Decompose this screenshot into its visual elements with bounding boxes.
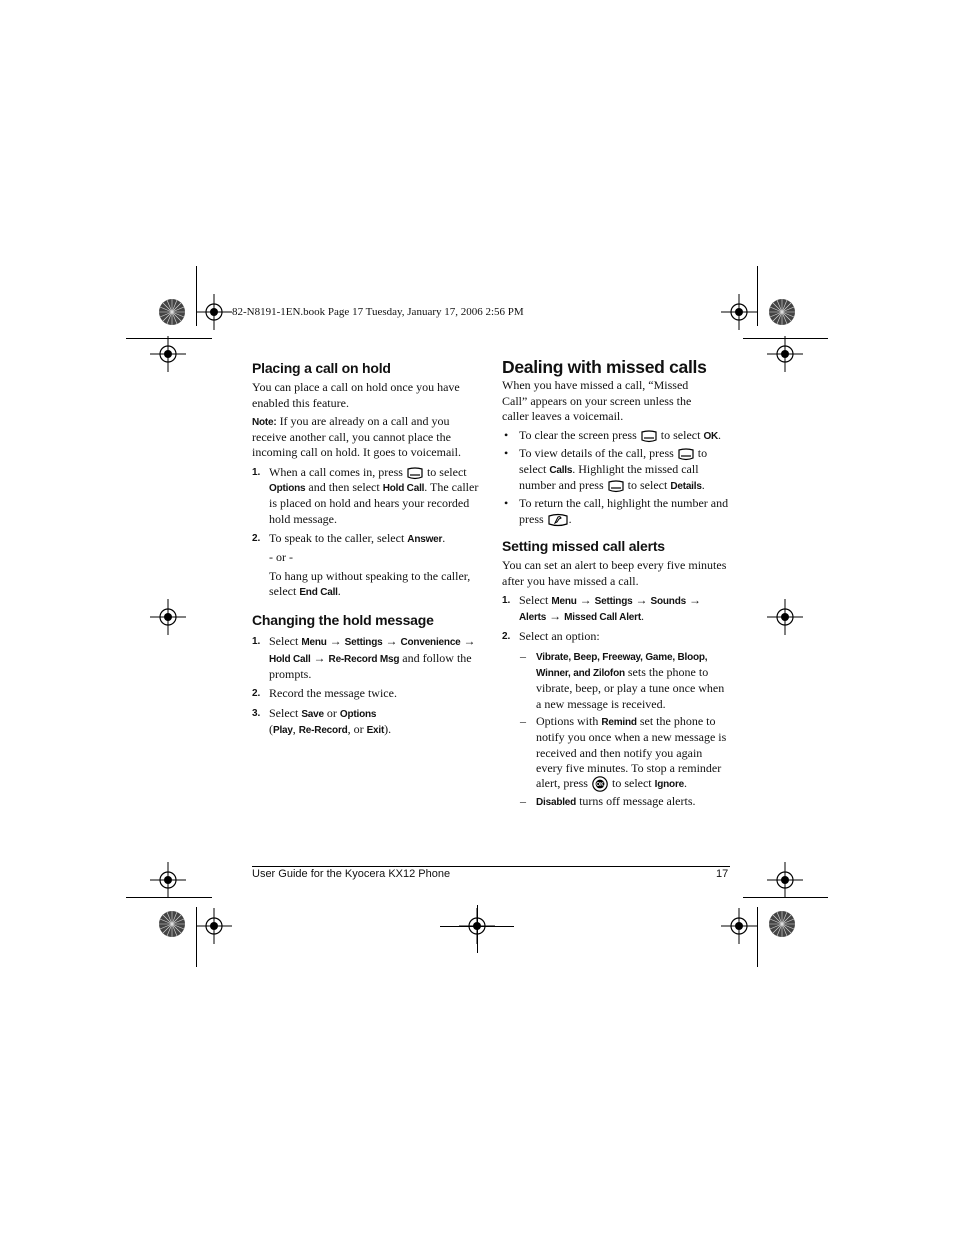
color-target-icon	[768, 298, 796, 326]
ui-term: Menu	[551, 595, 577, 607]
step-text: Record the message twice.	[269, 686, 397, 701]
alert-option-1	[502, 649, 730, 712]
page-number: 17	[716, 868, 729, 880]
alert-option-2	[502, 714, 730, 792]
bullet-text: .	[568, 511, 572, 526]
ok-select-icon	[591, 776, 609, 792]
bullet: •	[504, 496, 509, 511]
send-call-icon	[547, 513, 569, 527]
section-title-change: Changing the hold message	[252, 612, 434, 629]
change-step-3	[252, 706, 480, 739]
ui-term: Hold Call	[382, 483, 425, 495]
ui-term: OK	[703, 431, 719, 443]
color-target-icon	[158, 298, 186, 326]
registration-mark-icon	[767, 336, 803, 372]
bullet-text: .	[701, 478, 705, 493]
missed-intro: When you have missed a call, “Missed Call” appears on your screen unless the caller leaves a voicemail.	[502, 378, 692, 423]
hold-intro: You can place a call on hold once you have enabled this feature.	[252, 380, 460, 410]
bullet: •	[504, 428, 509, 443]
step-text: and follow the prompts.	[269, 650, 472, 682]
alerts-step-2	[502, 629, 730, 644]
step-text: When a call comes in, press	[269, 464, 403, 479]
ui-term: Menu	[301, 637, 327, 649]
right-column	[502, 357, 730, 811]
or-separator: - or -	[269, 550, 293, 565]
arrow-icon: →	[688, 592, 701, 607]
change-step-2	[252, 686, 480, 701]
step-text: Select	[269, 705, 299, 720]
step-number: 3.	[252, 707, 261, 719]
arrow-icon: →	[549, 609, 562, 624]
step-text: To speak to the caller, select	[269, 530, 405, 545]
note	[252, 414, 480, 461]
missed-bullet-3	[502, 496, 730, 527]
arrow-icon: →	[313, 650, 326, 665]
missed-bullet-1	[502, 428, 730, 444]
registration-mark-icon	[150, 336, 186, 372]
step-text: . The caller is placed on hold and hears your recorded hold message.	[269, 480, 479, 526]
step-text: Select an option:	[519, 629, 600, 644]
missed-bullet-2	[502, 446, 730, 494]
registration-mark-icon	[150, 599, 186, 635]
ui-term: Sounds	[650, 595, 686, 607]
option-text: set the phone to notify you once when a new message is received and then notify you again every five minutes. To stop a reminder alert, press	[536, 713, 727, 791]
option-text: Options with	[536, 713, 599, 728]
ui-term: Re-Record Msg	[328, 653, 400, 665]
dash: –	[520, 648, 526, 663]
hang-up-text	[269, 569, 480, 601]
hold-step-2	[252, 531, 480, 600]
ui-term: Calls	[549, 464, 573, 476]
step-text: ).	[384, 721, 392, 736]
bullet: •	[504, 446, 509, 461]
ui-term: Alerts	[519, 612, 547, 624]
ui-term: Options	[269, 483, 306, 495]
bullet-text: . Highlight the missed call number and press	[519, 461, 699, 493]
ui-term: Answer	[407, 533, 443, 545]
hold-step-1	[252, 465, 480, 527]
svg-text:OK: OK	[596, 782, 604, 789]
step-number: 2.	[502, 631, 511, 643]
step-number: 1.	[252, 636, 261, 648]
color-target-icon	[158, 910, 186, 938]
softkey-left-icon	[607, 480, 625, 493]
option-text: .	[684, 776, 687, 791]
note-label: Note:	[252, 416, 277, 428]
registration-mark-icon	[150, 862, 186, 898]
ui-term: Options	[339, 708, 377, 720]
ui-term: Settings	[594, 595, 633, 607]
step-text: to select	[426, 464, 467, 479]
change-step-1	[252, 634, 480, 682]
step-text: (	[269, 721, 273, 736]
dash: –	[520, 713, 526, 728]
dash: –	[520, 794, 526, 809]
alerts-step-1	[502, 593, 730, 626]
step-text: Select	[519, 592, 549, 607]
color-target-icon	[768, 910, 796, 938]
ui-term: Save	[301, 708, 324, 720]
ui-term: Convenience	[400, 637, 461, 649]
ui-term: Vibrate, Beep, Freeway, Game, Bloop, Winner, and Zilofon	[536, 651, 708, 680]
option-text: sets the phone to vibrate, beep, or play a tune once when a new message is received.	[536, 665, 725, 711]
registration-mark-icon	[767, 862, 803, 898]
step-number: 2.	[252, 532, 261, 544]
bullet-text: To return the call, highlight the number and press	[519, 496, 729, 526]
footer-guide-title: User Guide for the Kyocera KX12 Phone	[252, 868, 451, 880]
alerts-intro: You can set an alert to beep every five minutes after you have missed a call.	[502, 558, 727, 588]
left-column	[252, 361, 480, 738]
arrow-icon: →	[385, 634, 398, 649]
step-text: .	[640, 609, 644, 624]
ui-term: Remind	[601, 716, 637, 728]
step-number: 1.	[252, 466, 261, 478]
option-text: turns off message alerts.	[579, 794, 696, 809]
registration-mark-icon	[196, 294, 232, 330]
step-text: and then select	[308, 480, 380, 495]
step-text: .	[337, 583, 341, 598]
section-title-alerts: Setting missed call alerts	[502, 537, 665, 554]
arrow-icon: →	[463, 634, 476, 649]
ui-term: Missed Call Alert	[564, 612, 641, 624]
ui-term: Disabled	[536, 797, 577, 809]
step-text: ,	[292, 721, 296, 736]
bullet-text: To clear the screen press	[519, 428, 637, 443]
registration-mark-icon	[721, 908, 757, 944]
registration-mark-icon	[721, 294, 757, 330]
softkey-left-icon	[640, 430, 658, 443]
step-number: 2.	[252, 688, 261, 700]
step-text: .	[442, 530, 446, 545]
option-text: to select	[611, 776, 652, 791]
section-title-hold: Placing a call on hold	[252, 360, 391, 376]
arrow-icon: →	[579, 592, 592, 607]
bullet-text: to select	[660, 428, 701, 443]
arrow-icon: →	[329, 634, 342, 649]
ui-term: Details	[670, 481, 702, 493]
ui-term: Hold Call	[269, 653, 311, 665]
print-header: 82-N8191-1EN.book Page 17 Tuesday, January 17, 2006 2:56 PM	[232, 306, 524, 318]
alert-option-3	[502, 794, 730, 810]
registration-mark-icon	[767, 599, 803, 635]
bullet-text: To view details of the call, press	[519, 446, 674, 461]
bullet-text: .	[718, 428, 722, 443]
step-number: 1.	[502, 594, 511, 606]
step-text: Select	[269, 634, 299, 649]
registration-mark-icon	[196, 908, 232, 944]
softkey-right-icon	[677, 448, 695, 461]
ui-term: Re-Record	[298, 724, 348, 736]
step-text: or	[326, 705, 337, 720]
section-title-missed: Dealing with missed calls	[502, 357, 707, 377]
ui-term: Exit	[366, 724, 385, 736]
softkey-left-icon	[406, 467, 424, 480]
bullet-text: to select	[627, 478, 668, 493]
step-text: , or	[347, 721, 364, 736]
bullet-text: to select	[519, 446, 708, 476]
ui-term: End Call	[299, 586, 338, 598]
note-text: If you are already on a call and you receive another call, you cannot place the incoming call on hold. It goes to voicemail.	[252, 413, 461, 460]
arrow-icon: →	[635, 592, 648, 607]
ui-term: Play	[273, 724, 293, 736]
ui-term: Ignore	[654, 779, 684, 791]
step-text: To hang up without speaking to the caller, select	[269, 568, 471, 598]
ui-term: Settings	[344, 637, 383, 649]
footer-rule	[252, 866, 730, 867]
